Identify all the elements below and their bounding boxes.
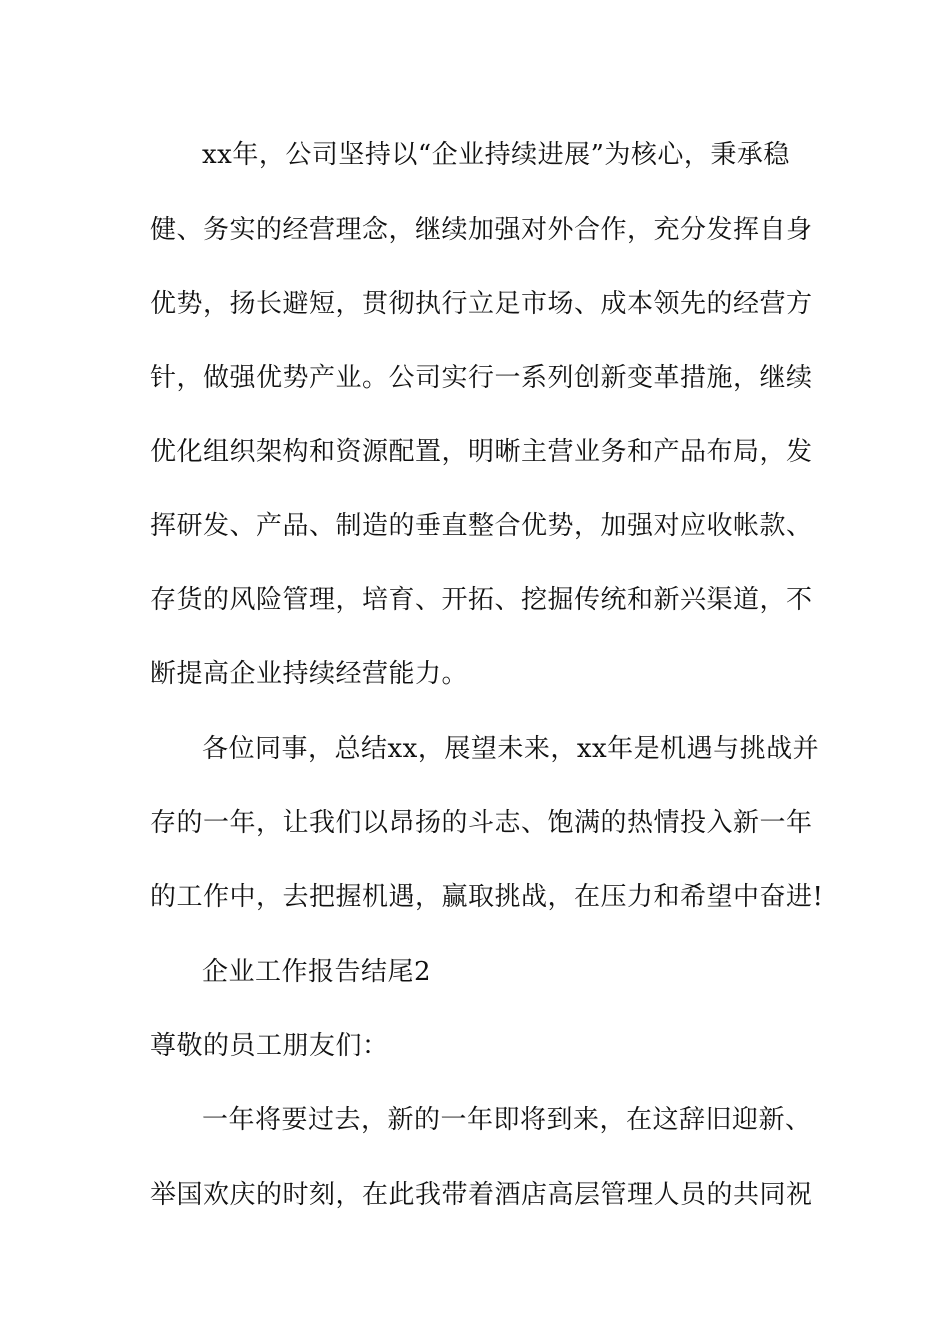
salutation: 尊敬的员工朋友们： <box>150 1031 389 1061</box>
paragraph-1-line-8: 断提高企业持续经营能力。 <box>150 659 469 689</box>
paragraph-1-line-3: 优势，扬长避短，贯彻执行立足市场、成本领先的经营方 <box>150 289 813 319</box>
paragraph-1-line-5: 优化组织架构和资源配置，明晰主营业务和产品布局，发 <box>150 437 813 467</box>
paragraph-2-line-1: 各位同事，总结xx，展望未来，xx年是机遇与挑战并 <box>202 734 820 764</box>
paragraph-1-line-4: 针，做强优势产业。公司实行一系列创新变革措施，继续 <box>150 363 813 393</box>
paragraph-2-line-2: 存的一年，让我们以昂扬的斗志、饱满的热情投入新一年 <box>150 808 813 838</box>
paragraph-1-line-1: xx年，公司坚持以“企业持续进展”为核心，秉承稳 <box>202 140 790 170</box>
paragraph-2-line-3: 的工作中，去把握机遇，赢取挑战，在压力和希望中奋进! <box>150 882 824 912</box>
section-heading: 企业工作报告结尾2 <box>202 957 432 987</box>
paragraph-1-line-7: 存货的风险管理，培育、开拓、挖掘传统和新兴渠道，不 <box>150 585 813 615</box>
paragraph-3-line-2: 举国欢庆的时刻，在此我带着酒店高层管理人员的共同祝 <box>150 1180 813 1210</box>
paragraph-1-line-6: 挥研发、产品、制造的垂直整合优势，加强对应收帐款、 <box>150 511 813 541</box>
paragraph-1-line-2: 健、务实的经营理念，继续加强对外合作，充分发挥自身 <box>150 215 813 245</box>
paragraph-3-line-1: 一年将要过去，新的一年即将到来，在这辞旧迎新、 <box>202 1105 812 1135</box>
